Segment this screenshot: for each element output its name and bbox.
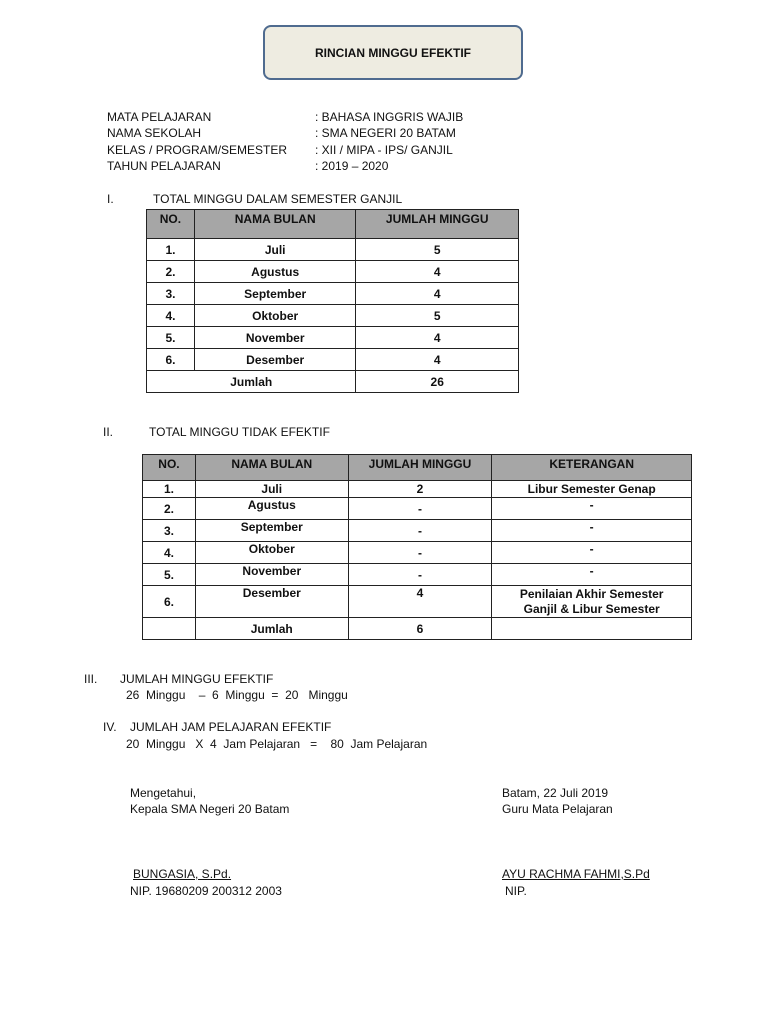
info-label-subject: MATA PELAJARAN (107, 110, 212, 124)
signature-left-line2: Kepala SMA Negeri 20 Batam (130, 802, 290, 816)
cell-no: 6. (143, 586, 196, 618)
cell-no: 5. (143, 564, 196, 586)
table-row (143, 481, 692, 498)
cell-empty (492, 618, 692, 640)
info-label-class: KELAS / PROGRAM/SEMESTER (107, 143, 288, 157)
col-header-no: NO. (147, 210, 195, 239)
col-header-notes: KETERANGAN (492, 455, 692, 481)
col-header-weeks: JUMLAH MINGGU (356, 210, 519, 239)
cell-month: Juli (194, 239, 356, 261)
cell-weeks: 4 (356, 349, 519, 371)
table-row (147, 327, 519, 349)
table-total-row (147, 371, 519, 393)
cell-month: Oktober (194, 305, 356, 327)
cell-weeks: 5 (356, 239, 519, 261)
signature-right-line1: Batam, 22 Juli 2019 (502, 786, 609, 800)
total-value: 26 (356, 371, 519, 393)
cell-month: November (195, 564, 348, 586)
table-row (143, 564, 692, 586)
signature-right-nip: NIP. (505, 884, 527, 898)
col-header-no: NO. (143, 455, 196, 481)
info-label-year: TAHUN PELAJARAN (107, 159, 221, 173)
signature-right-name: AYU RACHMA FAHMI,S.Pd (502, 867, 650, 881)
cell-no: 1. (147, 239, 195, 261)
section2-number: II. (103, 425, 114, 439)
table-row (143, 520, 692, 542)
cell-notes: - (492, 498, 692, 520)
cell-notes: Libur Semester Genap (492, 481, 692, 498)
cell-no: 2. (147, 261, 195, 283)
cell-month: Oktober (195, 542, 348, 564)
cell-weeks: 2 (348, 481, 492, 498)
info-value-class: : XII / MIPA - IPS/ GANJIL (315, 143, 453, 157)
table-row (147, 305, 519, 327)
table-row (147, 261, 519, 283)
cell-month: Agustus (195, 498, 348, 520)
cell-weeks: - (348, 520, 492, 542)
cell-no: 2. (143, 498, 196, 520)
section1-number: I. (107, 192, 114, 206)
section3-heading: JUMLAH MINGGU EFEKTIF (120, 672, 274, 686)
signature-left-line1: Mengetahui, (130, 786, 197, 800)
cell-no: 4. (147, 305, 195, 327)
signature-right-line2: Guru Mata Pelajaran (502, 802, 613, 816)
document-title: RINCIAN MINGGU EFEKTIF (263, 25, 523, 80)
cell-no: 5. (147, 327, 195, 349)
cell-month: Agustus (194, 261, 356, 283)
total-value: 6 (348, 618, 492, 640)
cell-weeks: - (348, 498, 492, 520)
cell-month: Juli (195, 481, 348, 498)
col-header-month: NAMA BULAN (194, 210, 356, 239)
section3-calculation: 26 Minggu – 6 Minggu = 20 Minggu (126, 688, 348, 702)
cell-notes: - (492, 564, 692, 586)
table-row (147, 283, 519, 305)
cell-weeks: - (348, 542, 492, 564)
cell-no: 4. (143, 542, 196, 564)
cell-no: 3. (147, 283, 195, 305)
info-label-school: NAMA SEKOLAH (107, 126, 202, 140)
cell-month: Desember (194, 349, 356, 371)
info-value-school: : SMA NEGERI 20 BATAM (315, 126, 456, 140)
table-row (143, 586, 692, 618)
cell-month: Desember (195, 586, 348, 618)
section3-number: III. (84, 672, 98, 686)
table-row (143, 498, 692, 520)
info-value-year: : 2019 – 2020 (315, 159, 389, 173)
cell-weeks: 5 (356, 305, 519, 327)
table-row (143, 542, 692, 564)
cell-empty (143, 618, 196, 640)
table-row (147, 239, 519, 261)
table-row (147, 349, 519, 371)
signature-left-nip: NIP. 19680209 200312 2003 (130, 884, 282, 898)
section4-number: IV. (103, 720, 117, 734)
cell-weeks: 4 (356, 283, 519, 305)
table-ineffective-weeks (142, 454, 692, 640)
cell-month: September (194, 283, 356, 305)
col-header-weeks: JUMLAH MINGGU (348, 455, 492, 481)
cell-no: 3. (143, 520, 196, 542)
section4-calculation: 20 Minggu X 4 Jam Pelajaran = 80 Jam Pelajaran (126, 737, 428, 751)
section2-heading: TOTAL MINGGU TIDAK EFEKTIF (149, 425, 330, 439)
cell-weeks: 4 (356, 261, 519, 283)
cell-notes: - (492, 542, 692, 564)
cell-weeks: - (348, 564, 492, 586)
total-label: Jumlah (147, 371, 356, 393)
table-total-row (143, 618, 692, 640)
section4-heading: JUMLAH JAM PELAJARAN EFEKTIF (130, 720, 332, 734)
info-value-subject: : BAHASA INGGRIS WAJIB (315, 110, 464, 124)
cell-weeks: 4 (356, 327, 519, 349)
cell-notes: - (492, 520, 692, 542)
table-effective-weeks (146, 209, 519, 393)
cell-no: 6. (147, 349, 195, 371)
section1-heading: TOTAL MINGGU DALAM SEMESTER GANJIL (153, 192, 403, 206)
cell-no: 1. (143, 481, 196, 498)
cell-month: September (195, 520, 348, 542)
cell-notes: Penilaian Akhir Semester Ganjil & Libur Semester (492, 586, 692, 618)
cell-month: November (194, 327, 356, 349)
signature-left-name: BUNGASIA, S.Pd. (133, 867, 232, 881)
total-label: Jumlah (195, 618, 348, 640)
cell-weeks: 4 (348, 586, 492, 618)
col-header-month: NAMA BULAN (195, 455, 348, 481)
